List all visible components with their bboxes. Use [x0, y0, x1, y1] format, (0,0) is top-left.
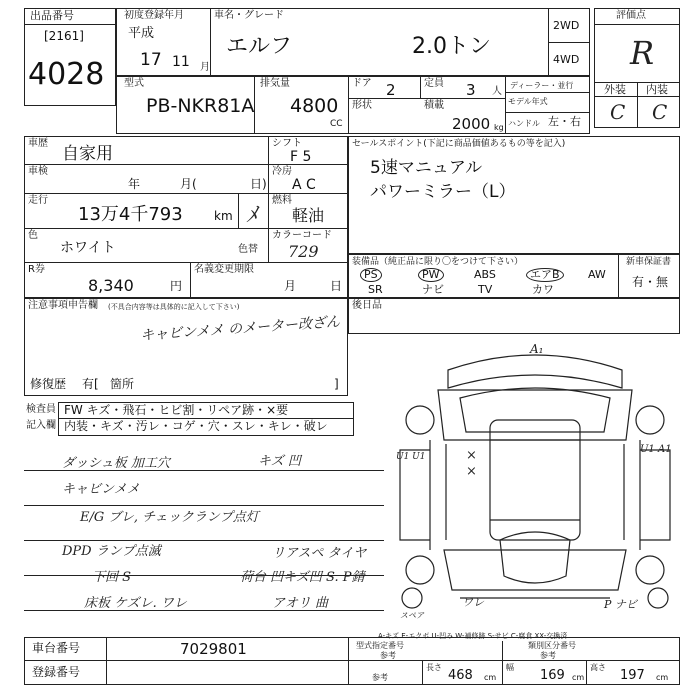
- equip-leather: カワ: [532, 283, 554, 296]
- score-int-label: 内装: [646, 83, 668, 96]
- type-designation-label: 型式指定番号: [356, 641, 404, 650]
- new-warranty-value: 有・無: [632, 275, 669, 289]
- color-label: 色: [28, 230, 38, 241]
- hand-note-1: ダッシュ板 加工穴: [62, 456, 170, 471]
- drive-2wd: 2WD: [553, 19, 580, 32]
- displacement-label: 排気量: [260, 78, 290, 89]
- color-code-value: 729: [288, 242, 319, 261]
- recycle-label: R券: [28, 264, 45, 275]
- model-label: 型式: [124, 78, 144, 89]
- height-label: 高さ: [590, 663, 606, 672]
- load-unit: kg: [494, 123, 504, 132]
- car-name: エルフ: [226, 34, 293, 59]
- inspection-year: 年: [128, 177, 141, 191]
- capacity-label: 定員: [424, 78, 444, 89]
- vehicle-diagram: [390, 340, 680, 625]
- name-change-day: 日: [330, 279, 343, 293]
- length-value: 468: [448, 668, 473, 683]
- inspection-month: 月(: [180, 177, 197, 191]
- rear-seat-box: [348, 298, 680, 334]
- chassis-label: 車台番号: [32, 641, 81, 655]
- color-value: ホワイト: [60, 240, 116, 256]
- rear-seat-label: 後日品: [352, 300, 382, 311]
- selling-point-1: 5速マニュアル: [370, 158, 483, 178]
- repair-value: 有[: [82, 377, 99, 391]
- equip-airbag: エアB: [526, 268, 564, 282]
- load-label: 積載: [424, 100, 444, 111]
- equip-tv: TV: [478, 283, 493, 296]
- equipment-label: 装備品（純正品に限り〇をつけて下さい）: [352, 257, 524, 267]
- score-int-value: C: [652, 100, 668, 124]
- mileage-value: 13万4千793: [78, 204, 183, 225]
- first-reg-year: 17: [140, 50, 162, 70]
- width-value: 169: [540, 668, 565, 683]
- car-grade: 2.0トン: [412, 34, 491, 59]
- repair-label: 修復歴: [30, 377, 67, 391]
- mileage-unit: km: [214, 209, 233, 223]
- mileage-mark: ﾒ: [246, 203, 258, 228]
- hand-note-6: リアスペ タイヤ: [272, 546, 367, 561]
- diagram-left-mark: U1 U1: [396, 452, 426, 462]
- width-label: 幅: [506, 663, 514, 672]
- dealer-label: ディーラー・並行: [510, 81, 574, 90]
- type-designation-ref: 参考: [380, 651, 396, 660]
- mileage-label: 走行: [28, 195, 48, 206]
- inspection-day: 日): [250, 177, 267, 191]
- score-label: 評価点: [616, 10, 646, 21]
- notes-label: 注意事項申告欄: [28, 300, 98, 311]
- height-unit: cm: [656, 673, 669, 682]
- diagram-bottom-left: ワレ: [462, 596, 484, 609]
- fuel-label: 燃料: [272, 195, 292, 206]
- capacity-value: 3: [466, 81, 476, 99]
- class-number-label: 類別区分番号: [528, 641, 576, 650]
- selling-point-2: パワーミラー（L）: [370, 182, 516, 202]
- diagram-x-mark-2: ×: [466, 464, 477, 479]
- lot-number: 4028: [28, 57, 105, 92]
- hand-note-10: アオリ 曲: [272, 596, 329, 611]
- displacement-unit: CC: [330, 119, 343, 129]
- diagram-top-mark: A₁: [530, 342, 544, 356]
- usage-label: 車歴: [28, 138, 48, 149]
- shift-value: F 5: [290, 149, 312, 165]
- diagram-spare-label: スペア: [400, 611, 424, 620]
- model-value: PB-NKR81A: [146, 95, 255, 117]
- length-label: 長さ: [426, 663, 442, 672]
- chassis-value: 7029801: [180, 640, 247, 658]
- selling-points-label: セールスポイント(下記に商品価値あるもの等を記入): [352, 139, 566, 149]
- handle-value: 左・右: [548, 115, 581, 128]
- capacity-unit: 人: [492, 86, 502, 97]
- first-reg-era: 平成: [128, 26, 155, 41]
- fuel-value: 軽油: [292, 206, 325, 225]
- first-reg-month-unit: 月: [200, 62, 210, 73]
- usage-value: 自家用: [62, 144, 113, 164]
- recycle-value: 8,340: [88, 276, 134, 295]
- notes-handwritten: キャビンメメ のメーター改ざん: [139, 314, 341, 344]
- model-year-label: モデル年式: [508, 97, 548, 106]
- ac-value: A C: [292, 177, 316, 193]
- doors-label: ドア: [352, 78, 372, 89]
- class-number-ref: 参考: [540, 651, 556, 660]
- score-ext-value: C: [610, 100, 626, 124]
- doors-value: 2: [386, 81, 396, 99]
- score-ext-label: 外装: [604, 83, 626, 96]
- lot-label: 出品番号: [30, 9, 74, 22]
- reg-number-label: 登録番号: [32, 665, 81, 679]
- equip-abs: ABS: [474, 268, 496, 281]
- name-change-label: 名義変更期限: [194, 264, 254, 275]
- inspector-label-1: 検査員: [26, 404, 56, 415]
- drive-4wd: 4WD: [553, 53, 580, 66]
- ac-label: 冷房: [272, 166, 292, 177]
- first-reg-month: 11: [172, 54, 190, 70]
- new-warranty-label: 新車保証書: [626, 257, 672, 267]
- lot-code: [2161]: [44, 29, 84, 43]
- notes-sub: (不具合内容等は具体的に記入して下さい): [108, 303, 240, 311]
- shift-label: シフト: [272, 138, 302, 149]
- displacement-value: 4800: [290, 95, 339, 117]
- inspector-label-2: 記入欄: [26, 420, 56, 431]
- hand-note-5: DPD ランプ点滅: [62, 544, 161, 559]
- inspector-row-1: FW キズ・飛石・ヒビ割・リペア跡・×要: [64, 403, 289, 417]
- handle-label: ハンドル: [508, 119, 540, 128]
- first-reg-label: 初度登録年月: [124, 10, 184, 21]
- inspection-label: 車検: [28, 166, 48, 177]
- repair-suffix: 箇所: [110, 377, 135, 391]
- height-value: 197: [620, 668, 645, 683]
- recycle-unit: 円: [170, 279, 183, 293]
- diagram-right-mark: U1 A1: [640, 444, 672, 455]
- width-unit: cm: [572, 673, 585, 682]
- inspector-row-2: 内装・キズ・汚レ・コゲ・穴・スレ・キレ・破レ: [64, 419, 328, 433]
- hand-note-8: 荷台 凹キズ凹 S. P錆: [240, 570, 365, 585]
- color-change-label: 色替: [238, 244, 258, 255]
- name-change-month: 月: [284, 279, 297, 293]
- color-code-label: カラーコード: [272, 230, 332, 241]
- hand-note-3: キャビンメメ: [62, 482, 140, 497]
- diagram-bottom-right: P ナビ: [604, 598, 637, 611]
- diagram-x-mark-1: ×: [466, 448, 477, 463]
- hand-note-7: 下回 S: [92, 570, 132, 585]
- equip-pw: PW: [418, 268, 444, 282]
- hand-note-2: キズ 凹: [258, 454, 301, 469]
- load-value: 2000: [452, 115, 491, 133]
- score-value: R: [630, 34, 655, 72]
- equip-sr: SR: [368, 283, 383, 296]
- shape-label: 形状: [352, 100, 372, 111]
- repair-close: ]: [334, 377, 339, 391]
- equip-aw: AW: [588, 268, 606, 281]
- legend: A-キズ E-エクボ U-凹み W-補修跡 S-サビ C-腐食 XX-交換済: [378, 632, 568, 640]
- name-label: 車名・グレード: [214, 10, 284, 21]
- dim-ref: 参考: [372, 673, 388, 682]
- hand-note-4: E/G ブレ, チェックランプ点灯: [80, 510, 259, 525]
- equip-navi: ナビ: [422, 283, 444, 296]
- hand-note-9: 床板 ケズレ. ワレ: [84, 596, 187, 611]
- equip-ps: PS: [360, 268, 382, 282]
- length-unit: cm: [484, 673, 497, 682]
